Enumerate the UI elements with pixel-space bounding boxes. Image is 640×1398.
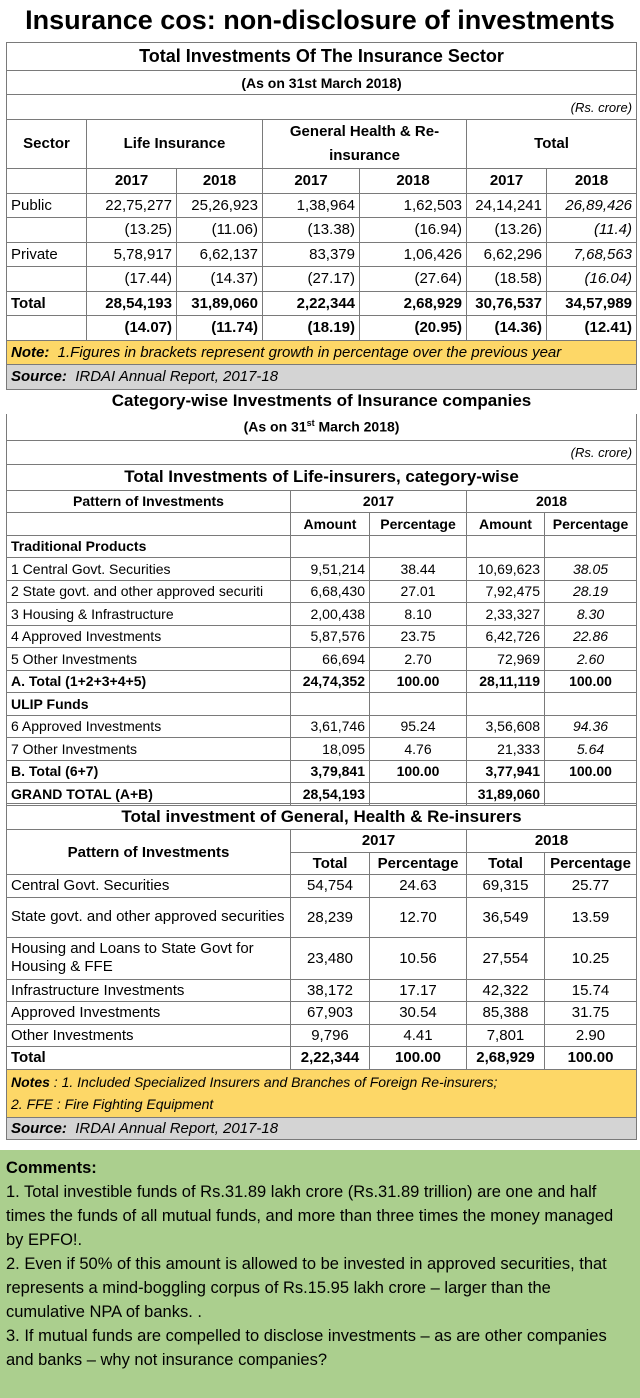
row-label: Other Investments — [7, 1024, 291, 1047]
value-cell: 7,68,563 — [547, 242, 637, 267]
percent-cell: 38.44 — [370, 558, 467, 581]
amount-header: Amount — [467, 513, 545, 536]
amount-cell: 2,00,438 — [291, 603, 370, 626]
growth-cell: (11.74) — [177, 316, 263, 341]
value-cell: 28,54,193 — [87, 291, 177, 316]
row-label: State govt. and other approved securities — [7, 897, 291, 937]
table-row — [7, 558, 637, 581]
source-text: IRDAI Annual Report, 2017-18 — [75, 368, 279, 386]
source-row — [7, 365, 637, 390]
percent-cell: 4.76 — [370, 738, 467, 761]
table-row — [7, 1002, 637, 1025]
amount-cell: 7,92,475 — [467, 580, 545, 603]
percent-cell: 2.70 — [370, 648, 467, 671]
percent-cell: 95.24 — [370, 715, 467, 738]
total-cell: 2,68,929 — [467, 1047, 545, 1070]
growth-cell: (13.25) — [87, 218, 177, 243]
general-investments-table — [6, 803, 637, 1140]
value-cell: 22,75,277 — [87, 193, 177, 218]
table-row — [7, 1047, 637, 1070]
amount-cell: 3,79,841 — [291, 760, 370, 783]
table-row — [7, 625, 637, 648]
notes-line-1: : 1. Included Specialized Insurers and Branches of Foreign Re-insurers; — [49, 1074, 498, 1090]
amount-cell: 21,333 — [467, 738, 545, 761]
year-header: 2017 — [263, 169, 360, 194]
row-label: Total — [7, 1047, 291, 1070]
value-cell: 2,68,929 — [360, 291, 467, 316]
pattern-header: Pattern of Investments — [7, 830, 291, 875]
amount-cell: 72,969 — [467, 648, 545, 671]
source-label: Source: — [11, 368, 67, 386]
row-label: Infrastructure Investments — [7, 979, 291, 1002]
table-row — [7, 603, 637, 626]
general-investments-section — [6, 803, 636, 1140]
percentage-header: Percentage — [370, 852, 467, 875]
value-cell: 30,76,537 — [467, 291, 547, 316]
total-header: Total — [467, 852, 545, 875]
amount-cell: 2,33,327 — [467, 603, 545, 626]
percent-cell: 8.30 — [545, 603, 637, 626]
general-insurance-header: General Health & Re-insurance — [263, 120, 467, 169]
table-row — [7, 670, 637, 693]
value-cell: 34,57,989 — [547, 291, 637, 316]
growth-cell: (11.4) — [547, 218, 637, 243]
group-label: Traditional Products — [7, 535, 291, 558]
amount-cell: 3,56,608 — [467, 715, 545, 738]
percent-cell: 2.60 — [545, 648, 637, 671]
value-cell: 1,62,503 — [360, 193, 467, 218]
group-label: ULIP Funds — [7, 693, 291, 716]
growth-cell: (14.37) — [177, 267, 263, 292]
percent-cell: 4.41 — [370, 1024, 467, 1047]
value-cell: 25,26,923 — [177, 193, 263, 218]
category-heading-title: Category-wise Investments of Insurance companies — [111, 391, 532, 410]
source-text: IRDAI Annual Report, 2017-18 — [75, 1119, 279, 1137]
percent-cell: 5.64 — [545, 738, 637, 761]
amount-cell: 3,77,941 — [467, 760, 545, 783]
comments-title: Comments: — [6, 1159, 97, 1177]
total-cell: 27,554 — [467, 937, 545, 979]
total-cell: 54,754 — [291, 875, 370, 898]
sector-table-unit: (Rs. crore) — [7, 95, 637, 120]
amount-cell: 3,61,746 — [291, 715, 370, 738]
row-label: 1 Central Govt. Securities — [7, 558, 291, 581]
growth-cell: (12.41) — [547, 316, 637, 341]
value-cell: 6,62,296 — [467, 242, 547, 267]
row-label: Approved Investments — [7, 1002, 291, 1025]
percentage-header: Percentage — [370, 513, 467, 536]
table-row — [7, 715, 637, 738]
note-row — [7, 340, 637, 365]
source-row — [7, 1117, 637, 1140]
category-heading-unit: (Rs. crore) — [7, 440, 637, 464]
table-row — [7, 979, 637, 1002]
percent-cell: 17.17 — [370, 979, 467, 1002]
amount-cell: 28,54,193 — [291, 783, 370, 806]
category-heading-subtitle: (As on 31st March 2018) — [7, 414, 637, 440]
year-header: 2018 — [467, 490, 637, 513]
table-row — [7, 783, 637, 806]
pattern-header: Pattern of Investments — [7, 490, 291, 513]
percent-cell: 100.00 — [370, 760, 467, 783]
value-cell: 24,14,241 — [467, 193, 547, 218]
comment-item: 2. Even if 50% of this amount is allowed to be invested in approved securities, that represents a mind-boggling corpus of Rs.15.95 lakh crore – larger than the cumulative NPA of banks. . — [6, 1255, 607, 1321]
percent-cell: 13.59 — [545, 897, 637, 937]
percent-cell: 8.10 — [370, 603, 467, 626]
percent-cell: 2.90 — [545, 1024, 637, 1047]
total-cell: 36,549 — [467, 897, 545, 937]
value-cell: 2,22,344 — [263, 291, 360, 316]
growth-cell: (16.94) — [360, 218, 467, 243]
sector-header: Sector — [7, 120, 87, 169]
table-row — [7, 193, 637, 218]
amount-cell: 10,69,623 — [467, 558, 545, 581]
value-cell: 6,62,137 — [177, 242, 263, 267]
table-row — [7, 316, 637, 341]
row-label: B. Total (6+7) — [7, 760, 291, 783]
table-row — [7, 875, 637, 898]
total-cell: 7,801 — [467, 1024, 545, 1047]
sector-table-subtitle: (As on 31st March 2018) — [7, 71, 637, 95]
row-label: 2 State govt. and other approved securiti — [7, 580, 291, 603]
percentage-header: Percentage — [545, 852, 637, 875]
year-header: 2017 — [467, 169, 547, 194]
growth-cell: (18.19) — [263, 316, 360, 341]
row-label: Central Govt. Securities — [7, 875, 291, 898]
percent-cell: 100.00 — [545, 670, 637, 693]
growth-cell: (17.44) — [87, 267, 177, 292]
growth-cell: (14.36) — [467, 316, 547, 341]
amount-cell: 5,87,576 — [291, 625, 370, 648]
total-cell: 85,388 — [467, 1002, 545, 1025]
table-row — [7, 937, 637, 979]
sector-investments-table — [6, 42, 637, 390]
year-header: 2018 — [177, 169, 263, 194]
main-title: Insurance cos: non-disclosure of investments — [25, 5, 615, 35]
percent-cell: 10.25 — [545, 937, 637, 979]
percent-cell: 31.75 — [545, 1002, 637, 1025]
sector-investments-section — [6, 42, 636, 390]
table-row — [7, 242, 637, 267]
table-row — [7, 267, 637, 292]
amount-cell: 6,42,726 — [467, 625, 545, 648]
amount-cell: 9,51,214 — [291, 558, 370, 581]
table-row — [7, 218, 637, 243]
year-header: 2018 — [547, 169, 637, 194]
year-header: 2017 — [87, 169, 177, 194]
table-row — [7, 580, 637, 603]
table-row — [7, 738, 637, 761]
row-label: Public — [7, 193, 87, 218]
total-cell: 67,903 — [291, 1002, 370, 1025]
amount-cell: 28,11,119 — [467, 670, 545, 693]
row-label: 4 Approved Investments — [7, 625, 291, 648]
total-header: Total — [467, 120, 637, 169]
row-label: 5 Other Investments — [7, 648, 291, 671]
total-cell: 69,315 — [467, 875, 545, 898]
percent-cell: 24.63 — [370, 875, 467, 898]
source-label: Source: — [11, 1119, 67, 1137]
year-header: 2018 — [360, 169, 467, 194]
total-header: Total — [291, 852, 370, 875]
amount-cell: 18,095 — [291, 738, 370, 761]
total-cell: 23,480 — [291, 937, 370, 979]
table-row — [7, 648, 637, 671]
notes-row — [7, 1069, 637, 1117]
percent-cell: 27.01 — [370, 580, 467, 603]
table-row — [7, 760, 637, 783]
row-label: Housing and Loans to State Govt for Housing & FFE — [7, 937, 291, 979]
percent-cell: 23.75 — [370, 625, 467, 648]
percent-cell: 100.00 — [370, 670, 467, 693]
percent-cell: 38.05 — [545, 558, 637, 581]
row-label: 3 Housing & Infrastructure — [7, 603, 291, 626]
notes-label: Notes — [11, 1074, 50, 1090]
growth-cell: (13.26) — [467, 218, 547, 243]
table-row — [7, 897, 637, 937]
table-row — [7, 291, 637, 316]
total-cell: 42,322 — [467, 979, 545, 1002]
amount-cell: 6,68,430 — [291, 580, 370, 603]
row-label: Total — [7, 291, 87, 316]
percent-cell: 94.36 — [545, 715, 637, 738]
comment-item: 1. Total investible funds of Rs.31.89 lakh crore (Rs.31.89 trillion) are one and half times the funds of all mutual funds, and more than three times the money managed by EPFO!. — [6, 1183, 614, 1249]
row-label: Private — [7, 242, 87, 267]
note-text: 1.Figures in brackets represent growth in percentage over the previous year — [57, 343, 562, 361]
note-label: Note: — [11, 343, 50, 361]
percent-cell: 100.00 — [545, 760, 637, 783]
amount-cell: 66,694 — [291, 648, 370, 671]
percent-cell: 10.56 — [370, 937, 467, 979]
growth-cell: (13.38) — [263, 218, 360, 243]
growth-cell: (16.04) — [547, 267, 637, 292]
sector-table-title: Total Investments Of The Insurance Sector — [7, 43, 637, 71]
life-insurance-header: Life Insurance — [87, 120, 263, 169]
amount-header: Amount — [291, 513, 370, 536]
row-label: A. Total (1+2+3+4+5) — [7, 670, 291, 693]
value-cell: 31,89,060 — [177, 291, 263, 316]
value-cell: 1,38,964 — [263, 193, 360, 218]
value-cell: 83,379 — [263, 242, 360, 267]
total-cell: 28,239 — [291, 897, 370, 937]
percent-cell: 15.74 — [545, 979, 637, 1002]
total-cell: 2,22,344 — [291, 1047, 370, 1070]
percent-cell: 22.86 — [545, 625, 637, 648]
year-header: 2018 — [467, 830, 637, 853]
value-cell: 1,06,426 — [360, 242, 467, 267]
growth-cell: (27.17) — [263, 267, 360, 292]
percent-cell: 28.19 — [545, 580, 637, 603]
life-investments-table — [6, 388, 637, 806]
growth-cell: (14.07) — [87, 316, 177, 341]
amount-cell: 31,89,060 — [467, 783, 545, 806]
growth-cell: (27.64) — [360, 267, 467, 292]
total-cell: 9,796 — [291, 1024, 370, 1047]
amount-cell: 24,74,352 — [291, 670, 370, 693]
value-cell: 26,89,426 — [547, 193, 637, 218]
general-table-title: Total investment of General, Health & Re-insurers — [7, 804, 637, 830]
comments-box — [0, 1150, 640, 1398]
growth-cell: (18.58) — [467, 267, 547, 292]
percent-cell: 12.70 — [370, 897, 467, 937]
comment-item: 3. If mutual funds are compelled to disclose investments – as are other companies and banks – why not insurance companies? — [6, 1327, 607, 1369]
percent-cell: 100.00 — [545, 1047, 637, 1070]
row-label: 6 Approved Investments — [7, 715, 291, 738]
table-row — [7, 1024, 637, 1047]
percent-cell: 100.00 — [370, 1047, 467, 1070]
value-cell: 5,78,917 — [87, 242, 177, 267]
year-header: 2017 — [291, 830, 467, 853]
row-label: 7 Other Investments — [7, 738, 291, 761]
growth-cell: (11.06) — [177, 218, 263, 243]
percentage-header: Percentage — [545, 513, 637, 536]
year-header: 2017 — [291, 490, 467, 513]
percent-cell: 30.54 — [370, 1002, 467, 1025]
notes-line-2: 2. FFE : Fire Fighting Equipment — [11, 1096, 214, 1112]
percent-cell: 25.77 — [545, 875, 637, 898]
growth-cell: (20.95) — [360, 316, 467, 341]
row-label: GRAND TOTAL (A+B) — [7, 783, 291, 806]
life-investments-section — [6, 388, 636, 806]
total-cell: 38,172 — [291, 979, 370, 1002]
life-table-title: Total Investments of Life-insurers, category-wise — [7, 464, 637, 490]
